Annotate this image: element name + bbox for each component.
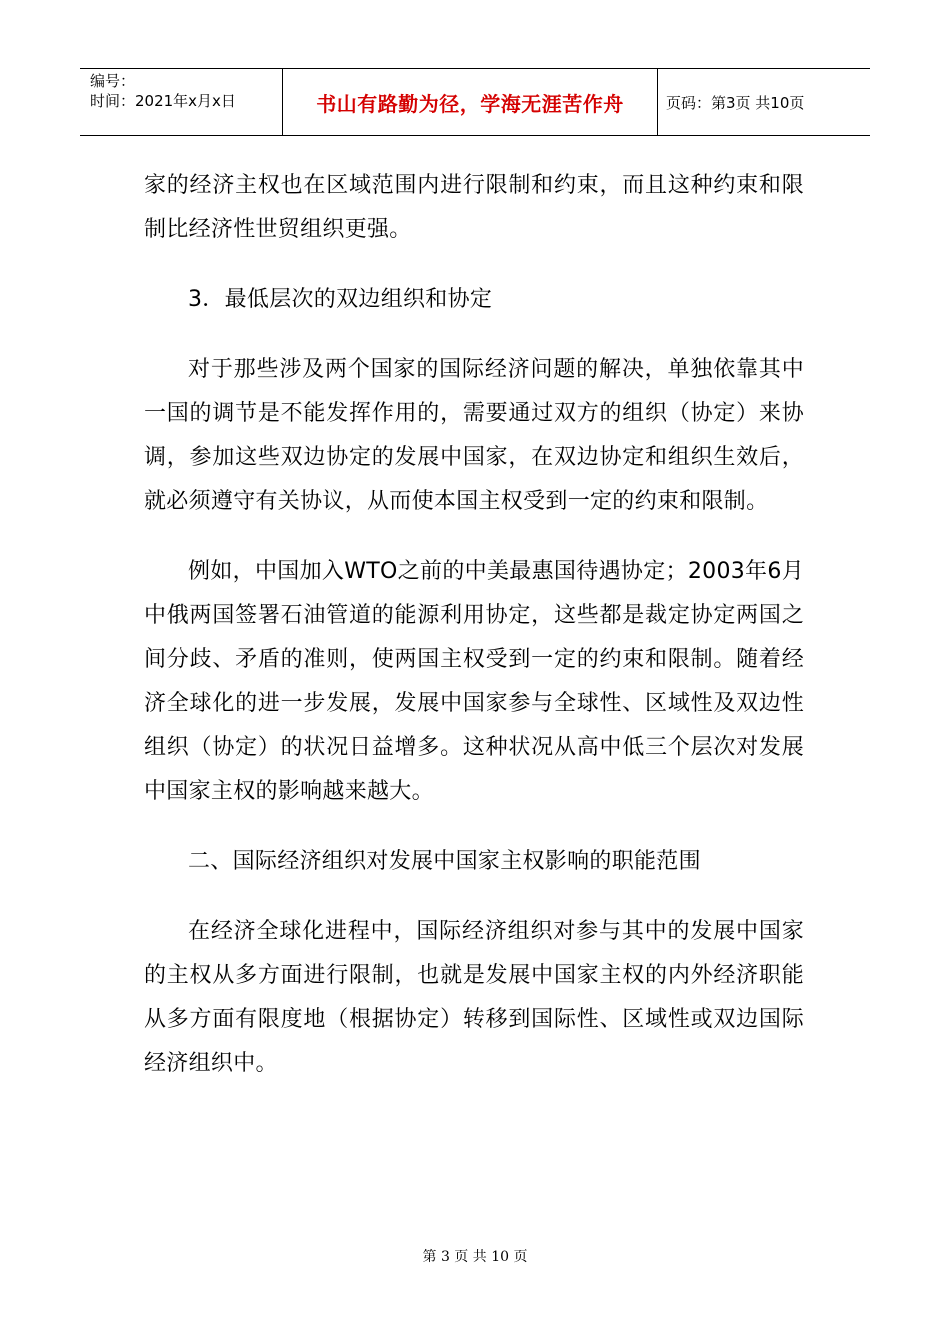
body-paragraph: 对于那些涉及两个国家的国际经济问题的解决，单独依靠其中一国的调节是不能发挥作用的，需要通过双方的组织（协定）来协调，参加这些双边协定的发展中国家，在双边协定和组织生效后，就必须遵守有关协议，从而使本国主权受到一定的约束和限制。	[144, 357, 804, 514]
document-date: 时间：2021年x月x日	[90, 92, 236, 110]
body-paragraph: 例如，中国加入WTO之前的中美最惠国待遇协定；2003年6月中俄两国签署石油管道的能源利用协定，这些都是裁定协定两国之间分歧、矛盾的准则，使两国主权受到一定的约束和限制。随着经济全球化的进一步发展，发展中国家参与全球性、区域性及双边性组织（协定）的状况日益增多。这种状况从高中低三个层次对发展中国家主权的影响越来越大。	[144, 559, 804, 804]
section-heading: 3．最低层次的双边组织和协定	[188, 287, 493, 312]
header-page-info: 页码：第3页 共10页	[666, 93, 805, 112]
section-heading: 二、国际经济组织对发展中国家主权影响的职能范围	[188, 849, 701, 874]
header-motto-cell	[282, 69, 658, 135]
body-paragraph: 家的经济主权也在区域范围内进行限制和约束，而且这种约束和限制比经济性世贸组织更强。	[144, 173, 804, 242]
document-body	[144, 164, 804, 1086]
body-paragraph: 在经济全球化进程中，国际经济组织对参与其中的发展中国家的主权从多方面进行限制，也就是发展中国家主权的内外经济职能从多方面有限度地（根据协定）转移到国际性、区域性或双边国际经济组织中。	[144, 919, 804, 1076]
document-header	[80, 68, 870, 136]
header-motto: 书山有路勤为径，学海无涯苦作舟	[316, 91, 624, 116]
header-page-cell	[658, 69, 870, 135]
page-footer: 第 3 页 共 10 页	[422, 1249, 528, 1265]
header-meta	[80, 69, 282, 135]
document-number-label: 编号：	[90, 72, 136, 90]
